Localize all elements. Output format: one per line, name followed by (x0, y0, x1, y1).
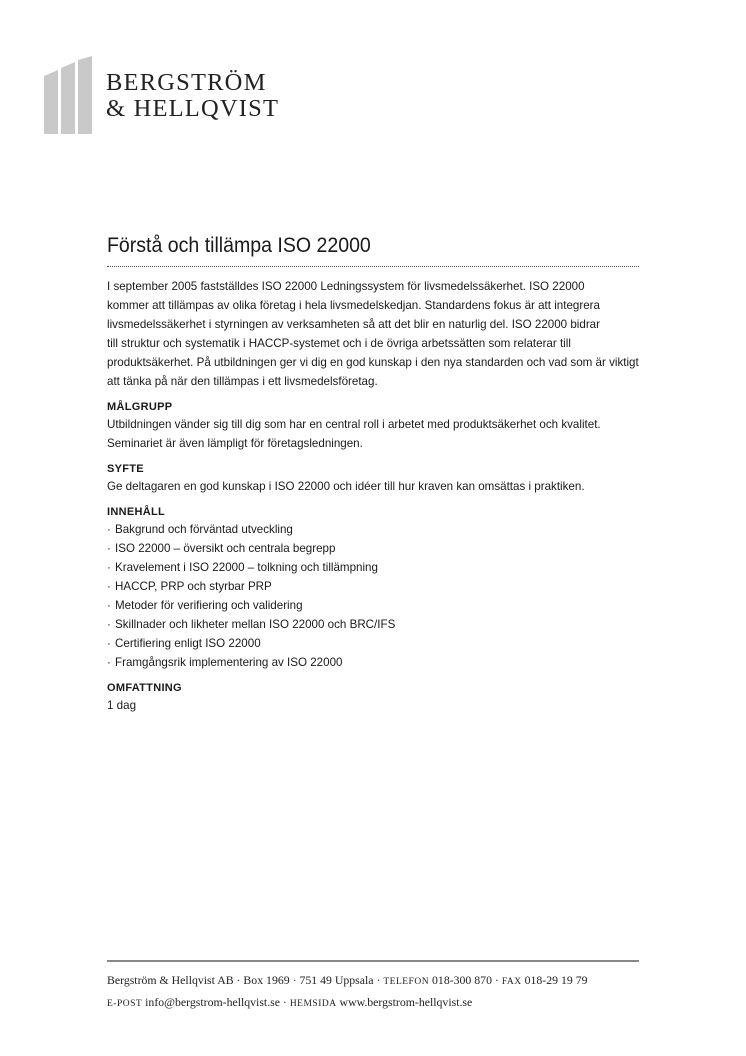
footer-divider (107, 960, 639, 962)
footer-email-label: E-POST (107, 999, 143, 1009)
innehall-list (107, 520, 639, 672)
list-item: · Framgångsrik implementering av ISO 22000 (107, 656, 343, 669)
intro-line: livsmedelssäkerhet i styrningen av verksamheten så att det blir en naturlig del. ISO 22000 bidrar (107, 318, 600, 331)
logo-wordmark (106, 70, 279, 122)
intro-line: till struktur och systematik i HACCP-systemet och i de övriga arbetssätten som relaterar till (107, 337, 571, 350)
page-title: Förstå och tillämpa ISO 22000 (107, 234, 371, 257)
intro-paragraph (107, 277, 639, 391)
footer-web-label: HEMSIDA (289, 999, 337, 1009)
logo-bars-icon (44, 56, 94, 134)
malgrupp-heading: MÅLGRUPP (107, 401, 173, 413)
logo-line-2: & HELLQVIST (106, 95, 280, 122)
footer-fax: 018-29 19 79 (524, 973, 588, 987)
footer-fax-label: FAX (501, 977, 522, 987)
omfattning-value: 1 dag (107, 699, 137, 712)
intro-line: produktsäkerhet. På utbildningen ger vi dig en god kunskap i den nya standarden och vad som är viktigt (107, 356, 639, 369)
list-item: · Kravelement i ISO 22000 – tolkning och tillämpning (107, 561, 378, 574)
footer-phone: 018-300 870 · (432, 973, 499, 987)
document-body (107, 234, 639, 715)
footer-web-link[interactable]: www.bergstrom-hellqvist.se (339, 995, 473, 1009)
footer-email-link[interactable]: info@bergstrom-hellqvist.se · (145, 995, 287, 1009)
title-divider (107, 266, 639, 267)
malgrupp-line: Seminariet är även lämpligt för företagsledningen. (107, 437, 363, 450)
footer-contact-row (107, 992, 639, 1014)
omfattning-heading: OMFATTNING (107, 682, 182, 694)
syfte-line: Ge deltagaren en god kunskap i ISO 22000 och idéer till hur kraven kan omsättas i praktiken. (107, 480, 585, 493)
logo-line-1: BERGSTRÖM (106, 69, 267, 96)
list-item: · Bakgrund och förväntad utveckling (107, 523, 293, 536)
malgrupp-line: Utbildningen vänder sig till dig som har en central roll i arbetet med produktsäkerhet och kvalitet. (107, 418, 601, 431)
malgrupp-paragraph (107, 415, 639, 453)
company-logo (44, 56, 304, 136)
syfte-paragraph (107, 477, 639, 496)
footer-address: Bergström & Hellqvist AB · Box 1969 · 751 49 Uppsala · (107, 973, 381, 987)
list-item: · Certifiering enligt ISO 22000 (107, 637, 261, 650)
page-footer (107, 960, 639, 1014)
list-item: · ISO 22000 – översikt och centrala begrepp (107, 542, 336, 555)
intro-line: kommer att tillämpas av olika företag i hela livsmedelskedjan. Standardens fokus är att integrera (107, 299, 600, 312)
intro-line: att tänka på när den tillämpas i ett livsmedelsföretag. (107, 375, 378, 388)
footer-phone-label: TELEFON (383, 977, 430, 987)
footer-address-row (107, 970, 639, 992)
list-item: · HACCP, PRP och styrbar PRP (107, 580, 272, 593)
syfte-heading: SYFTE (107, 463, 144, 475)
innehall-heading: INNEHÅLL (107, 506, 166, 518)
list-item: · Metoder för verifiering och validering (107, 599, 303, 612)
intro-line: I september 2005 fastställdes ISO 22000 Ledningssystem för livsmedelssäkerhet. ISO 22000 (107, 280, 585, 293)
list-item: · Skillnader och likheter mellan ISO 22000 och BRC/IFS (107, 618, 396, 631)
